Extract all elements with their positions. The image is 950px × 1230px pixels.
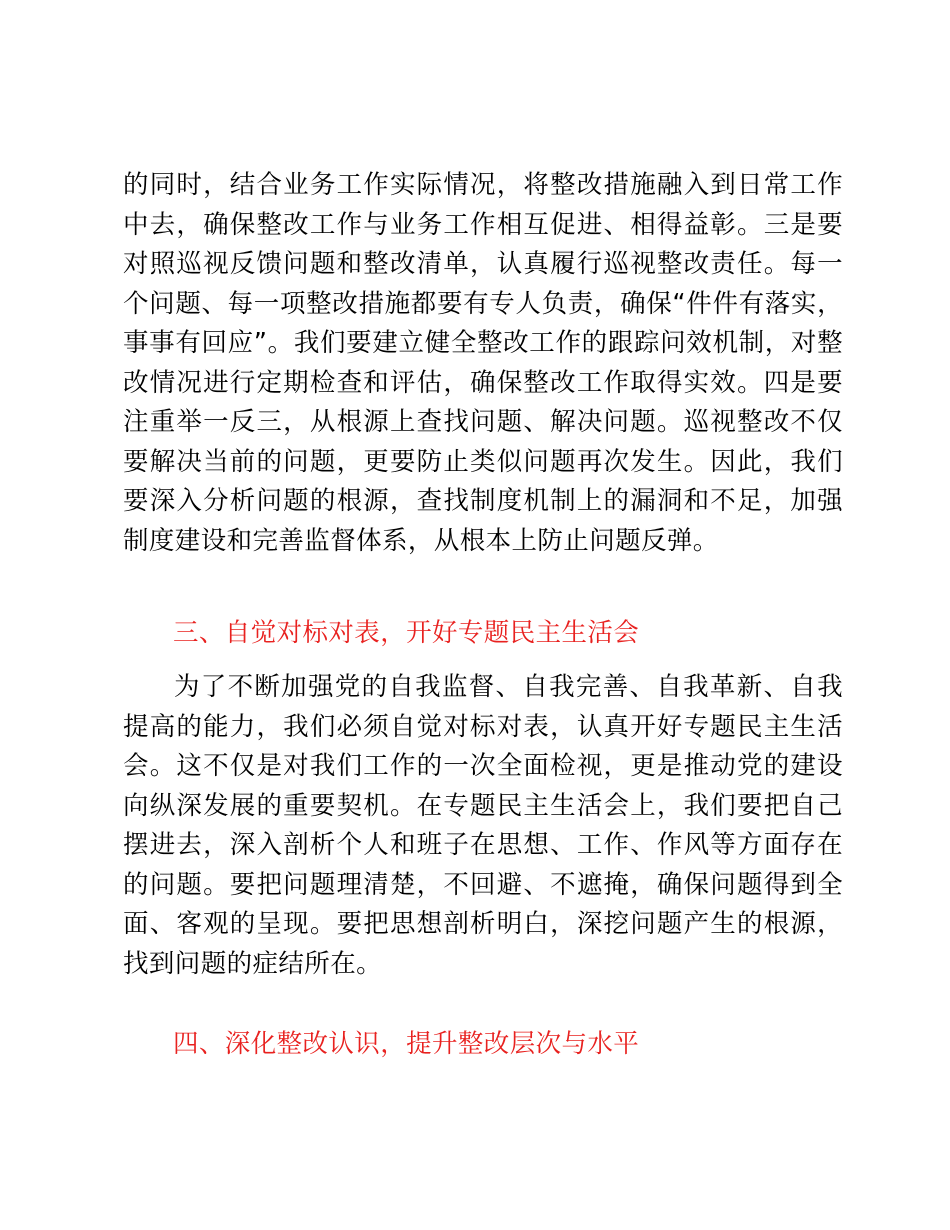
- section-heading-4: 四、深化整改认识，提升整改层次与水平: [173, 1029, 640, 1059]
- body-paragraph-continued: 的同时，结合业务工作实际情况，将整改措施融入到日常工作中去，确保整改工作与业务工作相互促进、相得益彰。三是要对照巡视反馈问题和整改清单，认真履行巡视整改责任。每一个问题、每一项整改措施都要有专人负责，确保“件件有落实，事事有回应”。我们要建立健全整改工作的跟踪问效机制，对整改情况进行定期检查和评估，确保整改工作取得实效。四是要注重举一反三，从根源上查找问题、解决问题。巡视整改不仅要解决当前的问题，更要防止类似问题再次发生。因此，我们要深入分析问题的根源，查找制度机制上的漏洞和不足，加强制度建设和完善监督体系，从根本上防止问题反弹。: [123, 170, 843, 556]
- body-paragraph-section-3: 为了不断加强党的自我监督、自我完善、自我革新、自我提高的能力，我们必须自觉对标对表，认真开好专题民主生活会。这不仅是对我们工作的一次全面检视，更是推动党的建设向纵深发展的重要契机。在专题民主生活会上，我们要把自己摆进去，深入剖析个人和班子在思想、工作、作风等方面存在的问题。要把问题理清楚，不回避、不遮掩，确保问题得到全面、客观的呈现。要把思想剖析明白，深挖问题产生的根源，找到问题的症结所在。: [123, 672, 843, 979]
- section-heading-3: 三、自觉对标对表，开好专题民主生活会: [173, 618, 640, 648]
